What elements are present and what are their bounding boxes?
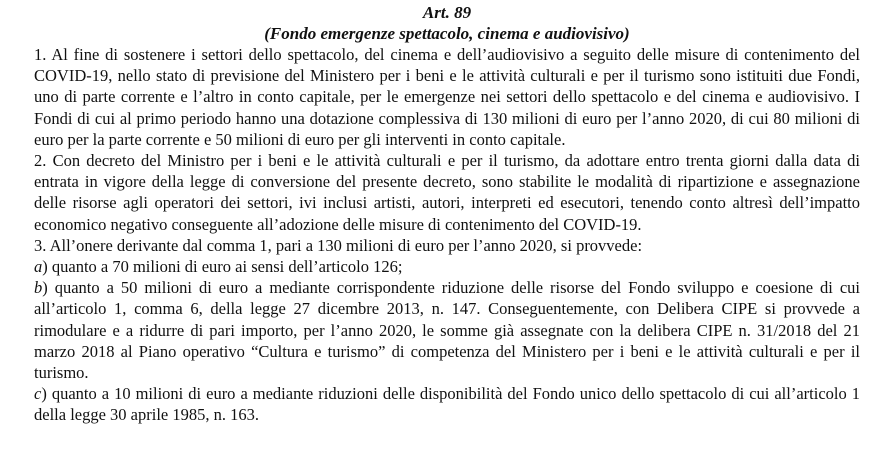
letter-text: ) quanto a 50 milioni di euro a mediante corrispondente riduzione delle risorse del Fondo sviluppo e coesione di cui all’articolo 1, comma 6, della legge 27 dicembre 2013, n. 147. Conseguentemente, con Delibera CIPE si provvede a rimodulare e a ridurre di pari importo, per l’anno 2020, le somme già assegnate con la delibera CIPE n. 31/2018 del 21 marzo 2018 al Piano operativo “Cultura e turismo” di competenza del Ministero per i beni e le attività culturali e per il turismo. bbox=[34, 278, 860, 383]
paragraph-3: 3. All’onere derivante dal comma 1, pari a 130 milioni di euro per l’anno 2020, si provvede: bbox=[34, 235, 643, 255]
letter-text: ) quanto a 70 milioni di euro ai sensi dell’articolo 126; bbox=[42, 257, 403, 277]
letter-text: ) quanto a 10 milioni di euro a mediante riduzioni delle disponibilità del Fondo unico dello spettacolo di cui all’articolo 1 della legge 30 aprile 1985, n. 163. bbox=[34, 384, 860, 425]
letter-marker: b bbox=[34, 278, 43, 298]
paragraph-2: 2. Con decreto del Ministro per i beni e le attività culturali e per il turismo, da adottare entro trenta giorni dalla data di entrata in vigore della legge di conversione del presente decreto, sono stabilite le modalità di ripartizione e assegnazione delle risorse agli operatori dei settori, ivi inclusi artisti, autori, interpreti ed esecutori, tenendo conto altresì dell’impatto economico negativo conseguente all’adozione delle misure di contenimento del COVID-19. bbox=[34, 151, 860, 234]
article-subtitle: (Fondo emergenze spettacolo, cinema e audiovisivo) bbox=[264, 24, 630, 43]
letter-item-c bbox=[34, 383, 860, 425]
article-title: Art. 89 bbox=[422, 3, 472, 22]
paragraph-1: 1. Al fine di sostenere i settori dello spettacolo, del cinema e dell’audiovisivo a seguito delle misure di contenimento del COVID-19, nello stato di previsione del Ministero per i beni e le attività culturali e per il turismo sono istituiti due Fondi, uno di parte corrente e l’altro in conto capitale, per le emergenze nei settori dello spettacolo e del cinema e audiovisivo. I Fondi di cui al primo periodo hanno una dotazione complessiva di 130 milioni di euro per l’anno 2020, di cui 80 milioni di euro per la parte corrente e 50 milioni di euro per gli interventi in conto capitale. bbox=[34, 45, 860, 149]
letter-item-a bbox=[34, 256, 860, 277]
letter-marker: a bbox=[34, 257, 43, 277]
letter-marker: c bbox=[34, 384, 42, 404]
letter-item-b bbox=[34, 277, 860, 383]
